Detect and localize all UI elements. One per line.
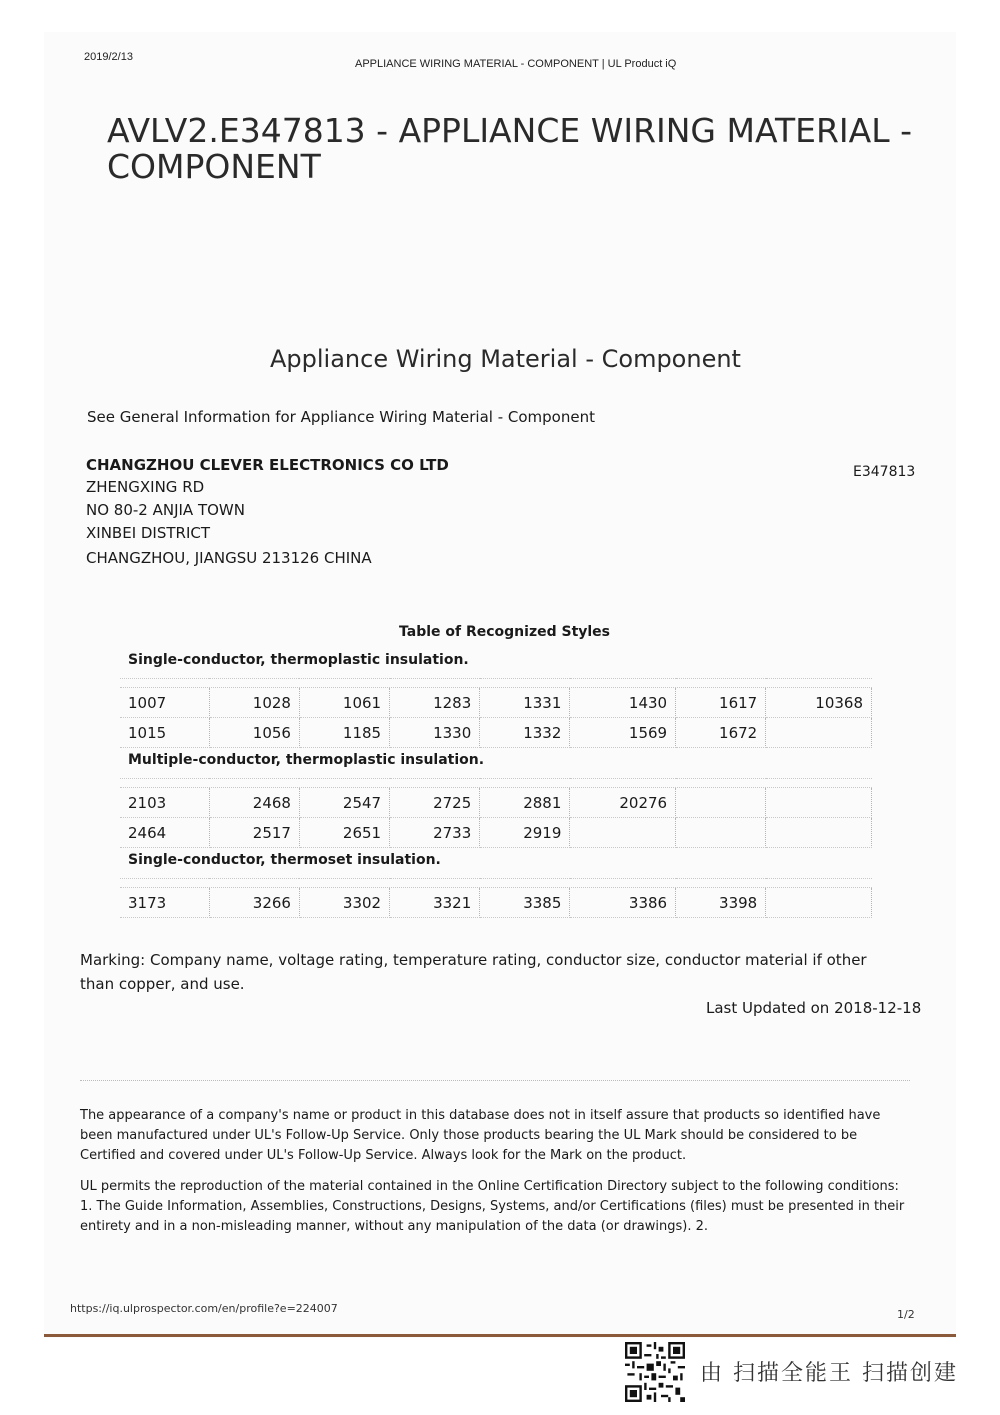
style-cell: 3321 [390, 888, 480, 918]
section-subtitle: Appliance Wiring Material - Component [270, 345, 741, 373]
print-date: 2019/2/13 [84, 51, 133, 63]
qr-code-icon [625, 1342, 685, 1402]
style-cell: 10368 [766, 688, 872, 718]
style-cell: 1331 [480, 688, 570, 718]
address-line: XINBEI DISTRICT [86, 524, 211, 542]
section-heading: Single-conductor, thermoplastic insulation. [120, 648, 872, 679]
section-heading: Single-conductor, thermoset insulation. [120, 848, 872, 879]
divider [80, 1080, 910, 1081]
style-cell: 1330 [390, 718, 480, 748]
page-url[interactable]: https://iq.ulprospector.com/en/profile?e=224007 [70, 1302, 338, 1315]
table-row [120, 888, 872, 918]
recognized-styles-table [120, 648, 872, 918]
table-row [120, 718, 872, 748]
print-page-title: APPLIANCE WIRING MATERIAL - COMPONENT | UL Product iQ [355, 58, 677, 70]
style-cell: 3302 [299, 888, 389, 918]
style-cell: 2651 [299, 818, 389, 848]
style-cell [766, 818, 872, 848]
style-cell: 1332 [480, 718, 570, 748]
style-cell: 2464 [120, 818, 209, 848]
scanner-watermark: 由 扫描全能王 扫描创建 [700, 1361, 958, 1386]
table-row [120, 788, 872, 818]
company-name: CHANGZHOU CLEVER ELECTRONICS CO LTD [86, 456, 449, 474]
last-updated: Last Updated on 2018-12-18 [706, 999, 922, 1017]
style-cell: 2733 [390, 818, 480, 848]
title-line-1: AVLV2.E347813 - APPLIANCE WIRING MATERIAL - [107, 111, 912, 150]
style-cell [766, 788, 872, 818]
style-cell: 3386 [570, 888, 676, 918]
style-cell: 1061 [299, 688, 389, 718]
title-line-2: COMPONENT [107, 147, 321, 186]
style-cell: 1185 [299, 718, 389, 748]
disclaimer-paragraph: The appearance of a company's name or product in this database does not in itself assure that products so identified have been manufactured under UL's Follow-Up Service. Only those products bearing the UL Mark should be considered to be Certified and covered under UL's Follow-Up Service. Always look for the Mark on the product. [80, 1108, 881, 1163]
style-cell [766, 888, 872, 918]
address-line: NO 80-2 ANJIA TOWN [86, 501, 245, 519]
style-cell [766, 718, 872, 748]
style-cell [676, 818, 766, 848]
disclaimer-paragraph: UL permits the reproduction of the material contained in the Online Certification Directory subject to the following conditions: 1. The Guide Information, Assemblies, Constructions, Designs, Systems, and/or Certifications (files) must be presented in their entirety and in a non-misleading manner, without any manipulation of the data (or drawings). 2. [80, 1179, 905, 1234]
style-cell: 2725 [390, 788, 480, 818]
page-title [107, 113, 912, 185]
page-number: 1/2 [897, 1308, 915, 1321]
address-line: ZHENGXING RD [86, 478, 205, 496]
style-cell: 1007 [120, 688, 209, 718]
style-cell: 1015 [120, 718, 209, 748]
style-cell: 20276 [570, 788, 676, 818]
style-cell: 3173 [120, 888, 209, 918]
style-cell [570, 818, 676, 848]
style-cell: 3266 [209, 888, 299, 918]
style-cell: 2517 [209, 818, 299, 848]
style-cell: 1283 [390, 688, 480, 718]
table-row [120, 688, 872, 718]
general-info-link[interactable]: See General Information for Appliance Wiring Material - Component [87, 408, 595, 426]
style-cell: 2468 [209, 788, 299, 818]
style-cell: 2103 [120, 788, 209, 818]
style-cell [676, 788, 766, 818]
table-title: Table of Recognized Styles [399, 624, 611, 640]
address-line: CHANGZHOU, JIANGSU 213126 CHINA [86, 549, 372, 567]
style-cell: 3398 [676, 888, 766, 918]
style-cell: 1617 [676, 688, 766, 718]
marking-text: Marking: Company name, voltage rating, temperature rating, conductor size, conductor material if other than copper, and use. [80, 951, 867, 993]
style-cell: 1028 [209, 688, 299, 718]
style-cell: 1569 [570, 718, 676, 748]
style-cell: 2881 [480, 788, 570, 818]
style-cell: 1056 [209, 718, 299, 748]
style-cell: 1430 [570, 688, 676, 718]
table-row [120, 818, 872, 848]
page-edge [44, 1334, 956, 1337]
file-number: E347813 [853, 464, 916, 480]
style-cell: 2547 [299, 788, 389, 818]
section-heading: Multiple-conductor, thermoplastic insulation. [120, 748, 872, 779]
style-cell: 2919 [480, 818, 570, 848]
style-cell: 3385 [480, 888, 570, 918]
style-cell: 1672 [676, 718, 766, 748]
